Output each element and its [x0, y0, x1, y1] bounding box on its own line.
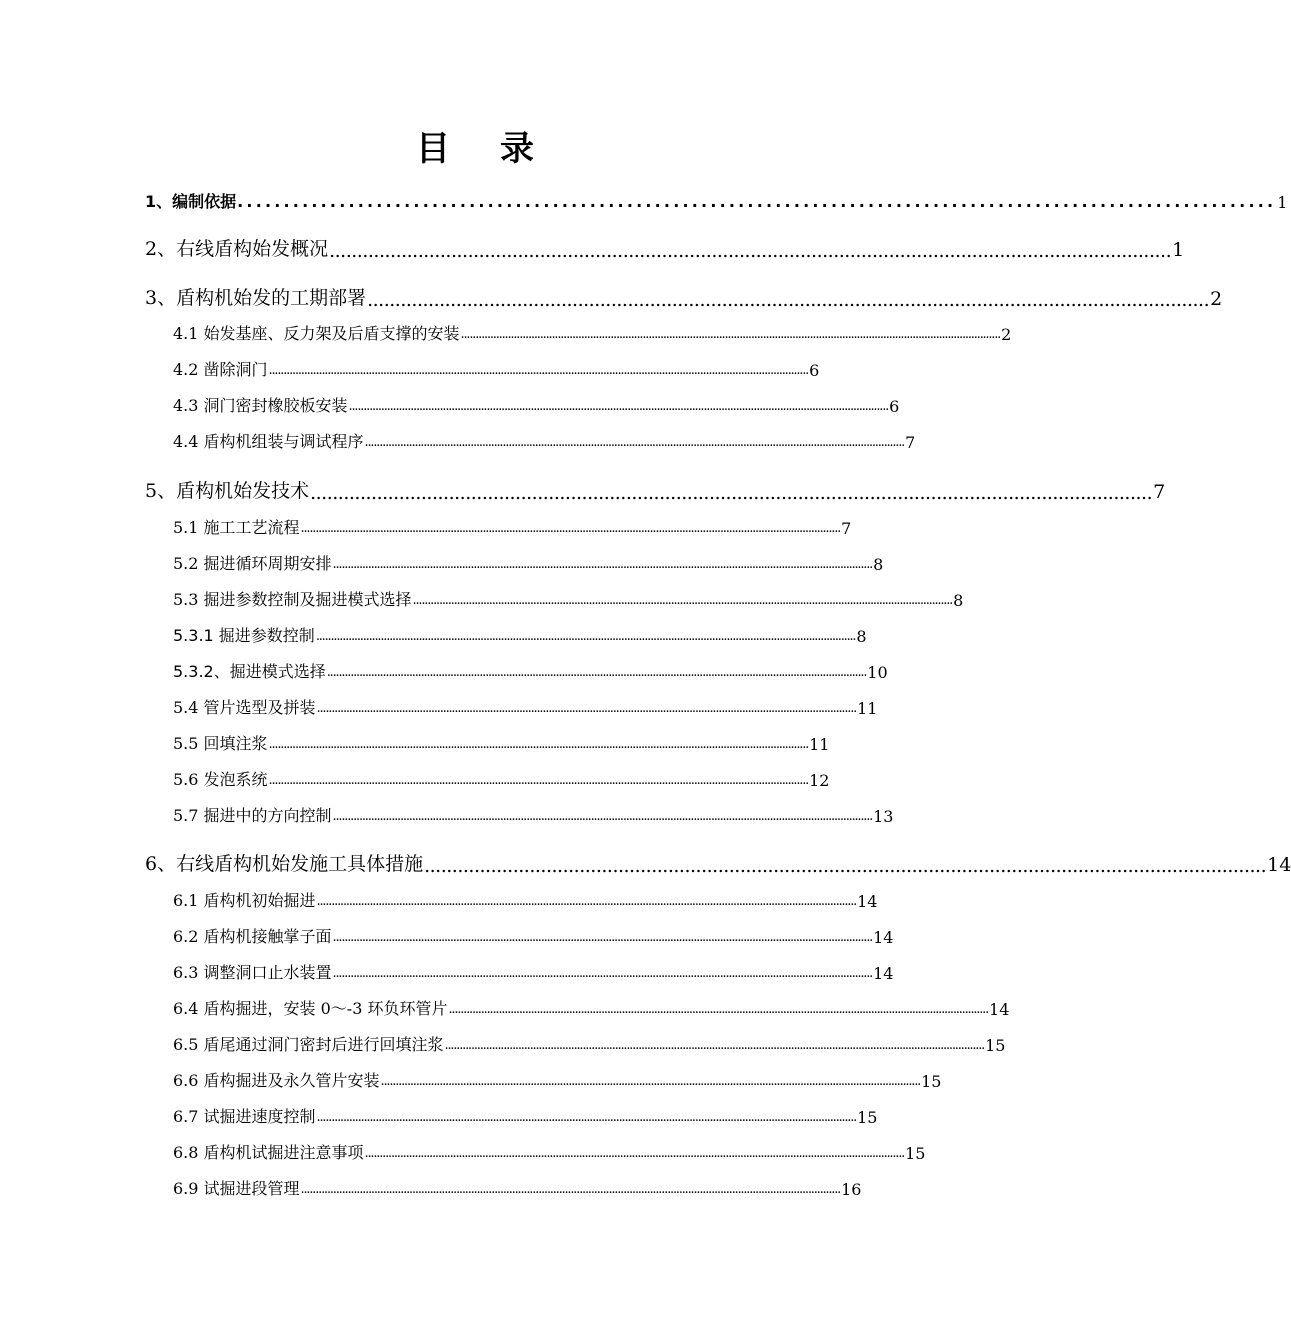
toc-entry-page: 2: [1001, 325, 1012, 344]
toc-entry-6-4[interactable]: [173, 995, 1010, 1019]
toc-leader-dots: ........................................................................................................................................................: [329, 240, 1172, 262]
toc-entry-5-3[interactable]: [173, 586, 964, 610]
toc-entry-label: 4.4 盾构机组装与调试程序: [173, 432, 364, 451]
toc-leader-dots: ........................................................................................................................................................................................: [412, 593, 953, 608]
toc-leader-dots: ........................................................................................................................................................................................: [364, 1146, 905, 1161]
toc-entry-page: 13: [873, 807, 894, 826]
toc-entry-5-5[interactable]: [173, 730, 830, 754]
toc-entry-page: 10: [867, 663, 888, 682]
toc-entry-label: 6.4 盾构掘进，安装 0～-3 环负环管片: [173, 999, 448, 1018]
toc-entry-page: 15: [921, 1072, 942, 1091]
toc-entry-label: 2、右线盾构始发概况: [145, 238, 329, 260]
toc-entry-4-3[interactable]: [173, 392, 900, 416]
toc-entry-2[interactable]: [145, 233, 1185, 262]
toc-leader-dots: ........................................................................................................................................................................................: [300, 1182, 841, 1197]
toc-entry-5-3-1[interactable]: [173, 622, 867, 646]
toc-leader-dots: ........................................................................................................................................................: [310, 482, 1153, 504]
toc-leader-dots: ........................................................................................................................................................................................: [380, 1074, 921, 1089]
toc-leader-dots: ........................................................................................................................................................................................: [444, 1038, 985, 1053]
toc-entry-6[interactable]: [145, 848, 1291, 877]
toc-entry-5[interactable]: [145, 475, 1166, 504]
toc-entry-page: 15: [857, 1108, 878, 1127]
toc-leader-dots: ........................................................................................................................................................................................: [332, 557, 873, 572]
toc-entry-label: 6.6 盾构掘进及永久管片安装: [173, 1071, 380, 1090]
toc-entry-3[interactable]: [145, 282, 1223, 311]
toc-entry-4-4[interactable]: [173, 428, 916, 452]
toc-entry-6-7[interactable]: [173, 1103, 878, 1127]
toc-leader-dots: ........................................................................................................................................................................................: [348, 399, 889, 414]
toc-entry-page: 8: [873, 555, 884, 574]
toc-entry-5-3-2[interactable]: [173, 658, 888, 682]
toc-leader-dots: ........................................................................................................................................................................................: [326, 665, 867, 680]
toc-leader-dots: ........................................................................................................................................................................................: [300, 521, 841, 536]
toc-leader-dots: ........................................................................................................................................................................................: [332, 809, 873, 824]
toc-entry-page: 7: [1153, 481, 1166, 503]
toc-entry-label: 6、右线盾构机始发施工具体措施: [145, 853, 424, 875]
toc-entry-6-6[interactable]: [173, 1067, 942, 1091]
toc-entry-page: 14: [873, 928, 894, 947]
title-char-2: 录: [500, 129, 534, 169]
toc-leader-dots: ........................................................................................................................................................: [424, 855, 1267, 877]
toc-entry-1[interactable]: [145, 186, 1288, 212]
toc-entry-6-8[interactable]: [173, 1139, 926, 1163]
title-char-1: 目: [416, 129, 450, 169]
toc-entry-6-3[interactable]: [173, 959, 894, 983]
toc-leader-dots: ........................................................................................................................................................................................: [316, 1110, 857, 1125]
toc-entry-page: 11: [857, 699, 878, 718]
toc-leader-dots: ........................................................................................................................................................................................: [316, 701, 857, 716]
page-title: [0, 124, 950, 174]
toc-entry-number: 5.3.2: [173, 662, 214, 681]
toc-entry-5-6[interactable]: [173, 766, 830, 790]
toc-entry-label: 6.1 盾构机初始掘进: [173, 891, 316, 910]
toc-entry-page: 15: [905, 1144, 926, 1163]
toc-entry-label: 5.7 掘进中的方向控制: [173, 806, 332, 825]
toc-leader-dots: ........................................................................................................................................................................................: [332, 930, 873, 945]
toc-leader-dots: ........................................................................................................................................................................................: [448, 1002, 989, 1017]
toc-entry-page: 12: [809, 771, 830, 790]
toc-entry-6-1[interactable]: [173, 887, 878, 911]
toc-entry-label: 3、盾构机始发的工期部署: [145, 287, 367, 309]
toc-entry-5-7[interactable]: [173, 802, 894, 826]
toc-entry-page: 6: [889, 397, 900, 416]
toc-entry-6-9[interactable]: [173, 1175, 862, 1199]
toc-entry-label: 6.3 调整洞口止水装置: [173, 963, 332, 982]
toc-leader-dots: ........................................................................................................................................................................................: [332, 966, 873, 981]
toc-entry-label: 5.5 回填注浆: [173, 734, 268, 753]
toc-entry-page: 8: [953, 591, 964, 610]
toc-entry-page: 7: [841, 519, 852, 538]
toc-leader-dots: ........................................................................................................................................................................................: [315, 629, 856, 644]
toc-entry-page: 15: [985, 1036, 1006, 1055]
toc-leader-dots: ........................................................................................................................................................................................: [268, 363, 809, 378]
toc-entry-5-2[interactable]: [173, 550, 884, 574]
toc-entry-page: 1: [1277, 193, 1288, 212]
toc-leader-dots: ........................................................................................................................................................................................: [268, 737, 809, 752]
toc-entry-4-2[interactable]: [173, 356, 820, 380]
toc-entry-page: 8: [856, 627, 867, 646]
toc-entry-label: [173, 659, 326, 682]
toc-leader-dots: ........................................................................................................................................................: [367, 289, 1210, 311]
toc-entry-label: 6.5 盾尾通过洞门密封后进行回填注浆: [173, 1035, 444, 1054]
toc-entry-label: 4.3 洞门密封橡胶板安装: [173, 396, 348, 415]
toc-entry-number: 5.3.1: [173, 626, 214, 645]
toc-entry-label: 5.2 掘进循环周期安排: [173, 554, 332, 573]
toc-entry-label: 5.3 掘进参数控制及掘进模式选择: [173, 590, 412, 609]
toc-entry-page: 6: [809, 361, 820, 380]
toc-entry-label: 6.9 试掘进段管理: [173, 1179, 300, 1198]
toc-leader-dots: ........................................................................................................................................................................................: [268, 773, 809, 788]
toc-entry-label: 5.1 施工工艺流程: [173, 518, 300, 537]
toc-entry-4-1[interactable]: [173, 320, 1012, 344]
toc-entry-label: 6.8 盾构机试掘进注意事项: [173, 1143, 364, 1162]
toc-entry-text: 掘进参数控制: [213, 626, 315, 645]
toc-entry-page: 11: [809, 735, 830, 754]
toc-entry-page: 2: [1210, 288, 1223, 310]
toc-leader-dots: ................................................................................................................: [237, 192, 1277, 211]
toc-entry-page: 14: [1267, 854, 1291, 876]
toc-entry-label: 6.7 试掘进速度控制: [173, 1107, 316, 1126]
toc-entry-page: 14: [857, 892, 878, 911]
toc-entry-6-5[interactable]: [173, 1031, 1006, 1055]
toc-entry-page: 14: [989, 1000, 1010, 1019]
toc-entry-label: 5.4 管片选型及拼装: [173, 698, 316, 717]
toc-entry-label: 6.2 盾构机接触掌子面: [173, 927, 332, 946]
toc-leader-dots: ........................................................................................................................................................................................: [316, 894, 857, 909]
toc-entry-page: 1: [1172, 239, 1185, 261]
toc-entry-label: 4.1 始发基座、反力架及后盾支撑的安装: [173, 324, 460, 343]
toc-entry-page: 16: [841, 1180, 862, 1199]
toc-entry-page: 7: [905, 433, 916, 452]
toc-entry-text: 、掘进模式选择: [213, 662, 326, 681]
toc-entry-label: 5.6 发泡系统: [173, 770, 268, 789]
toc-entry-6-2[interactable]: [173, 923, 894, 947]
toc-leader-dots: ........................................................................................................................................................................................: [364, 435, 905, 450]
toc-entry-label: 1、编制依据: [145, 192, 237, 211]
toc-entry-5-1[interactable]: [173, 514, 852, 538]
toc-entry-label: 4.2 凿除洞门: [173, 360, 268, 379]
toc-entry-label: [173, 623, 315, 646]
toc-entry-label: 5、盾构机始发技术: [145, 480, 310, 502]
toc-entry-page: 14: [873, 964, 894, 983]
toc-entry-5-4[interactable]: [173, 694, 878, 718]
toc-leader-dots: ........................................................................................................................................................................................: [460, 327, 1001, 342]
